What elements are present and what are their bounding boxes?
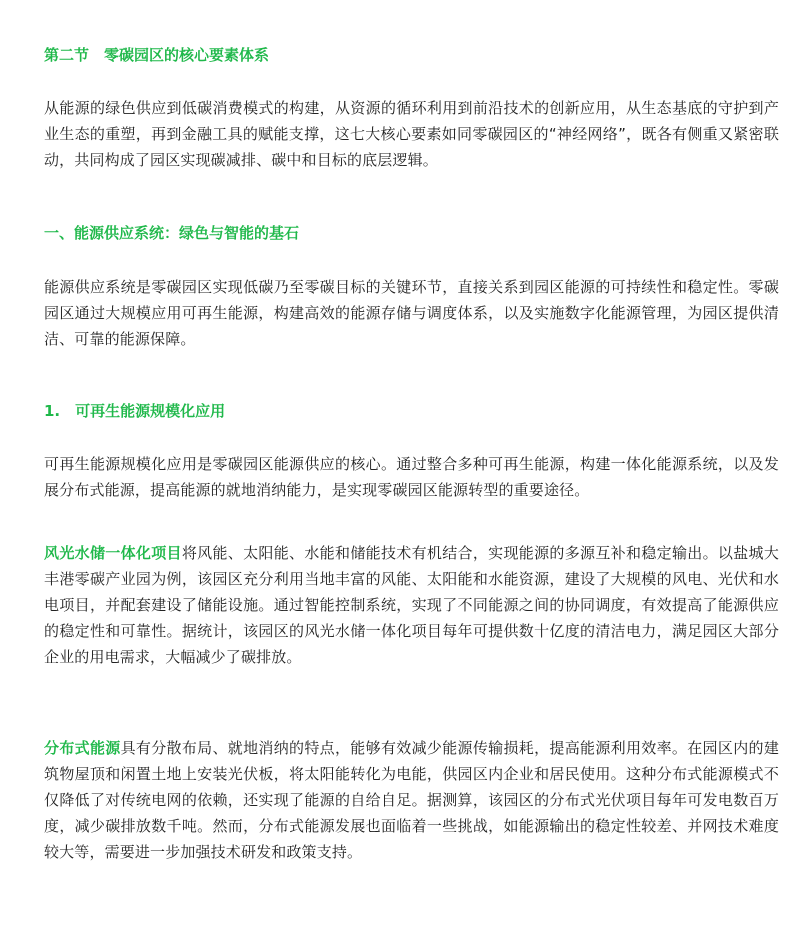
wind-solar-text: 将风能、太阳能、水能和储能技术有机结合，实现能源的多源互补和稳定输出。以盐城大丰港零碳产业园为例，该园区充分利用当地丰富的风能、太阳能和水能资源，建设了大规模的风电、光伏和水电项目，并配套建设了储能设施。通过智能控制系统，实现了不同能源之间的协同调度，有效提高了能源供应的稳定性和可靠性。据统计，该园区的风光水储一体化项目每年可提供数十亿度的清洁电力，满足园区大部分企业的用电需求，大幅减少了碳排放。 (44, 544, 779, 666)
intro-paragraph: 从能源的绿色供应到低碳消费模式的构建，从资源的循环利用到前沿技术的创新应用，从生态基底的守护到产业生态的重塑，再到金融工具的赋能支撑，这七大核心要素如同零碳园区的“神经网络”，既各有侧重又紧密联动，共同构成了园区实现碳减排、碳中和目标的底层逻辑。 (44, 99, 779, 169)
renewable-heading: 1. 可再生能源规模化应用 (44, 402, 226, 420)
distributed-term: 分布式能源 (44, 739, 121, 757)
energy-system-heading: 一、能源供应系统：绿色与智能的基石 (44, 224, 300, 242)
distributed-text: 具有分散布局、就地消纳的特点，能够有效减少能源传输损耗，提高能源利用效率。在园区内的建筑物屋顶和闲置土地上安装光伏板，将太阳能转化为电能，供园区内企业和居民使用。这种分布式能源模式不仅降低了对传统电网的依赖，还实现了能源的自给自足。据测算，该园区的分布式光伏项目每年可发电数百万度，减少碳排放数千吨。然而，分布式能源发展也面临着一些挑战，如能源输出的稳定性较差、并网技术难度较大等，需要进一步加强技术研发和政策支持。 (44, 739, 779, 861)
energy-system-paragraph: 能源供应系统是零碳园区实现低碳乃至零碳目标的关键环节，直接关系到园区能源的可持续性和稳定性。零碳园区通过大规模应用可再生能源，构建高效的能源存储与调度体系，以及实施数字化能源管理，为园区提供清洁、可靠的能源保障。 (44, 278, 779, 348)
renewable-paragraph: 可再生能源规模化应用是零碳园区能源供应的核心。通过整合多种可再生能源，构建一体化能源系统，以及发展分布式能源，提高能源的就地消纳能力，是实现零碳园区能源转型的重要途径。 (44, 455, 779, 499)
section-title: 第二节 零碳园区的核心要素体系 (44, 46, 270, 64)
wind-solar-paragraph (44, 540, 779, 670)
distributed-paragraph (44, 735, 779, 865)
wind-solar-term: 风光水储一体化项目 (44, 544, 182, 562)
